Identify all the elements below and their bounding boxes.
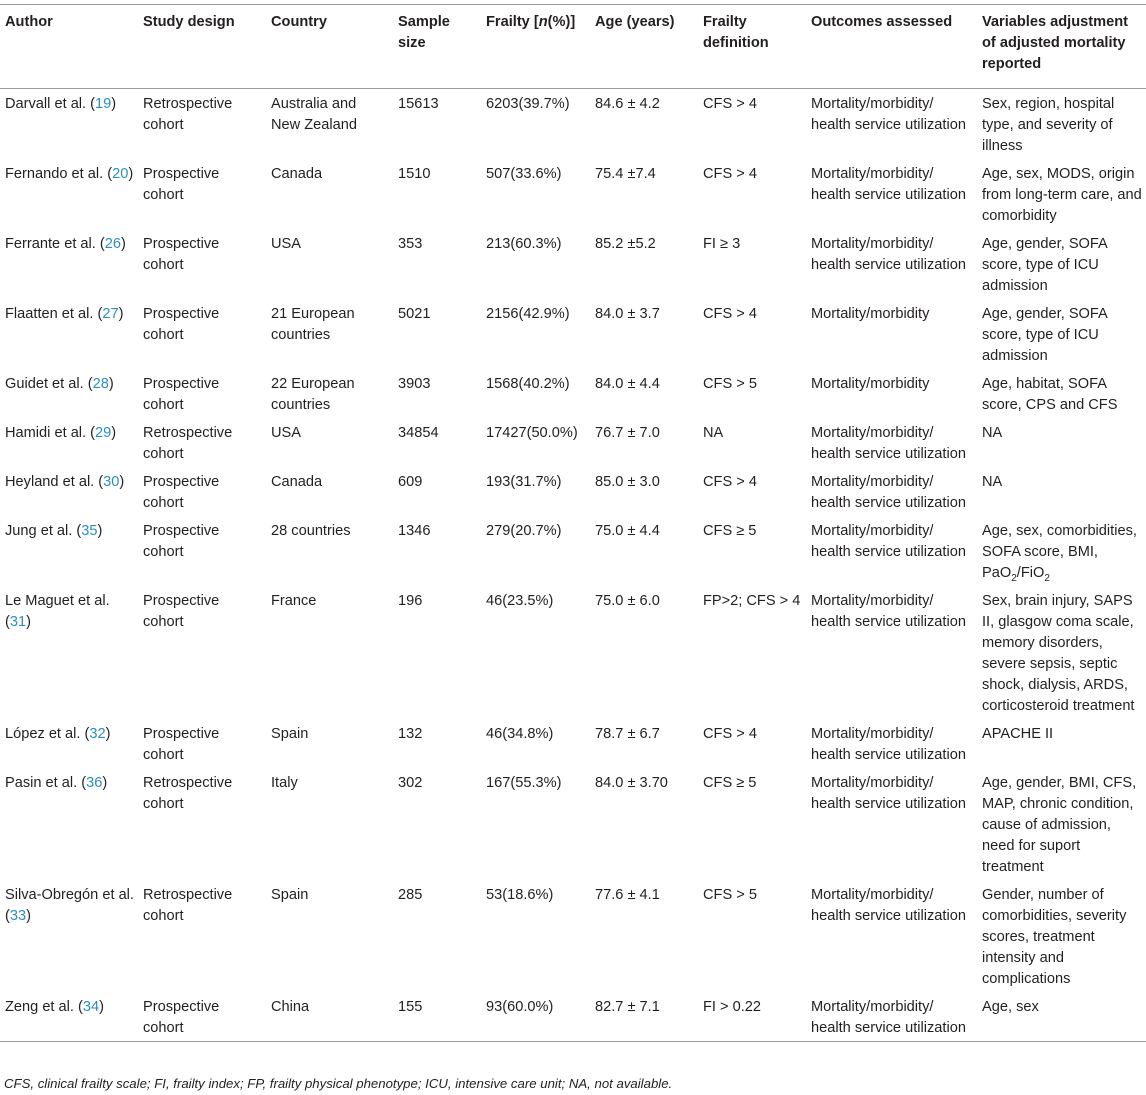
frailty-cell: 193(31.7%) <box>486 474 562 490</box>
frailty-cell: 507(33.6%) <box>486 166 562 182</box>
age-cell: 85.2 ±5.2 <box>595 236 656 252</box>
variables-cell: NA <box>982 474 1003 490</box>
frailty-definition-cell: NA <box>703 425 724 441</box>
study-design-cell: Prospective cohort <box>143 593 220 630</box>
table-row <box>0 719 1146 768</box>
reference-link[interactable]: 20 <box>112 166 129 182</box>
study-design-cell: Prospective cohort <box>143 726 220 763</box>
outcomes-cell: Mortality/morbidity/ health service utilization <box>811 726 966 763</box>
country-cell: USA <box>271 425 302 441</box>
variables-cell: Age, gender, SOFA score, type of ICU admission <box>982 236 1107 294</box>
reference-close-paren: ) <box>108 376 114 392</box>
outcomes-cell: Mortality/morbidity/ health service utilization <box>811 166 966 203</box>
reference-link[interactable]: 32 <box>89 726 106 742</box>
author-cell <box>0 516 138 586</box>
author-cell <box>0 880 138 992</box>
frailty-definition-cell: CFS > 4 <box>703 474 757 490</box>
table-row <box>0 369 1146 418</box>
reference-link[interactable]: 26 <box>104 236 121 252</box>
frailty-definition-cell: CFS > 4 <box>703 726 757 742</box>
study-design-cell: Retrospective cohort <box>143 96 233 133</box>
outcomes-cell: Mortality/morbidity/ health service utilization <box>811 593 966 630</box>
reference-link[interactable]: 30 <box>103 474 120 490</box>
frailty-definition-cell: CFS > 5 <box>703 887 757 903</box>
table-row <box>0 89 1146 160</box>
outcomes-cell: Mortality/morbidity <box>811 306 930 322</box>
study-design-cell: Retrospective cohort <box>143 775 233 812</box>
frailty-cell: 17427(50.0%) <box>486 425 578 441</box>
study-design-cell: Prospective cohort <box>143 376 220 413</box>
author-cell <box>0 719 138 768</box>
age-cell: 75.0 ± 4.4 <box>595 523 660 539</box>
outcomes-cell: Mortality/morbidity/ health service utilization <box>811 474 966 511</box>
header-frailty: Frailty [n(%)] <box>486 14 576 30</box>
table-row <box>0 768 1146 880</box>
variables-cell: Age, sex, MODS, origin from long-term care, and comorbidity <box>982 166 1142 224</box>
country-cell: China <box>271 999 310 1015</box>
reference-link[interactable]: 33 <box>9 908 27 924</box>
outcomes-cell: Mortality/morbidity/ health service utilization <box>811 236 966 273</box>
country-cell: 21 European countries <box>271 306 355 343</box>
frailty-cell: 46(34.8%) <box>486 726 554 742</box>
study-design-cell: Retrospective cohort <box>143 425 233 462</box>
author-name: Jung et al. ( <box>5 523 82 539</box>
age-cell: 84.0 ± 4.4 <box>595 376 660 392</box>
header-frailty-definition: Frailty definition <box>703 14 769 51</box>
header-age: Age (years) <box>595 14 675 30</box>
frailty-cell: 6203(39.7%) <box>486 96 570 112</box>
age-cell: 75.0 ± 6.0 <box>595 593 660 609</box>
author-cell <box>0 586 138 719</box>
table-body <box>0 89 1146 1042</box>
frailty-cell: 213(60.3%) <box>486 236 562 252</box>
frailty-definition-cell: FI ≥ 3 <box>703 236 741 252</box>
table-row <box>0 229 1146 299</box>
country-cell: Canada <box>271 166 323 182</box>
sample-size-cell: 5021 <box>398 306 431 322</box>
sample-size-cell: 1510 <box>398 166 431 182</box>
author-name: Le Maguet et al. ( <box>5 593 110 630</box>
reference-close-paren: ) <box>102 775 108 791</box>
study-design-cell: Prospective cohort <box>143 523 220 560</box>
author-cell <box>0 768 138 880</box>
country-cell: Spain <box>271 887 309 903</box>
reference-close-paren: ) <box>26 908 31 924</box>
frailty-definition-cell: CFS > 5 <box>703 376 757 392</box>
sample-size-cell: 1346 <box>398 523 431 539</box>
reference-link[interactable]: 31 <box>9 614 27 630</box>
sample-size-cell: 3903 <box>398 376 431 392</box>
table-row <box>0 159 1146 229</box>
author-name: Pasin et al. ( <box>5 775 87 791</box>
reference-link[interactable]: 36 <box>86 775 103 791</box>
study-design-cell: Prospective cohort <box>143 999 220 1036</box>
frailty-cell: 46(23.5%) <box>486 593 554 609</box>
author-cell <box>0 418 138 467</box>
sample-size-cell: 285 <box>398 887 423 903</box>
header-row <box>0 5 1146 89</box>
reference-link[interactable]: 34 <box>82 999 100 1015</box>
reference-link[interactable]: 28 <box>92 376 109 392</box>
author-name: Flaatten et al. ( <box>5 306 103 322</box>
frailty-definition-cell: FP>2; CFS > 4 <box>703 593 801 609</box>
outcomes-cell: Mortality/morbidity <box>811 376 930 392</box>
reference-close-paren: ) <box>119 474 125 490</box>
sample-size-cell: 155 <box>398 999 423 1015</box>
variables-cell: Age, sex, comorbidities, SOFA score, BMI, PaO$_2$/FiO$_2$ <box>982 523 1137 584</box>
variables-cell: Age, sex <box>982 999 1039 1015</box>
author-name: Darvall et al. ( <box>5 96 96 112</box>
author-cell <box>0 229 138 299</box>
header-outcomes: Outcomes assessed <box>811 14 953 30</box>
frailty-cell: 1568(40.2%) <box>486 376 570 392</box>
reference-close-paren: ) <box>111 96 117 112</box>
header-author: Author <box>5 14 53 30</box>
country-cell: Australia and New Zealand <box>271 96 357 133</box>
age-cell: 84.0 ± 3.70 <box>595 775 668 791</box>
author-name: Guidet et al. ( <box>5 376 93 392</box>
header-variables: Variables adjustment of adjusted mortality reported <box>982 14 1128 72</box>
age-cell: 78.7 ± 6.7 <box>595 726 660 742</box>
author-cell <box>0 159 138 229</box>
reference-close-paren: ) <box>99 999 104 1015</box>
frailty-definition-cell: FI > 0.22 <box>703 999 762 1015</box>
author-name: Heyland et al. ( <box>5 474 104 490</box>
outcomes-cell: Mortality/morbidity/ health service utilization <box>811 523 966 560</box>
reference-close-paren: ) <box>118 306 124 322</box>
table-row <box>0 880 1146 992</box>
reference-link[interactable]: 35 <box>81 523 98 539</box>
reference-close-paren: ) <box>105 726 111 742</box>
study-design-cell: Prospective cohort <box>143 166 220 203</box>
table-row <box>0 467 1146 516</box>
header-study-design: Study design <box>143 14 235 30</box>
age-cell: 84.0 ± 3.7 <box>595 306 660 322</box>
age-cell: 75.4 ±7.4 <box>595 166 656 182</box>
variables-cell: APACHE II <box>982 726 1054 742</box>
author-cell <box>0 992 138 1042</box>
country-cell: 28 countries <box>271 523 351 539</box>
study-design-cell: Prospective cohort <box>143 236 220 273</box>
sample-size-cell: 34854 <box>398 425 439 441</box>
age-cell: 85.0 ± 3.0 <box>595 474 660 490</box>
reference-close-paren: ) <box>97 523 103 539</box>
variables-cell: Age, gender, BMI, CFS, MAP, chronic condition, cause of admission, need for suport treatment <box>982 775 1137 875</box>
study-design-cell: Prospective cohort <box>143 306 220 343</box>
author-name: Hamidi et al. ( <box>5 425 96 441</box>
frailty-cell: 167(55.3%) <box>486 775 562 791</box>
author-cell <box>0 299 138 369</box>
country-cell: France <box>271 593 317 609</box>
age-cell: 84.6 ± 4.2 <box>595 96 660 112</box>
variables-cell: NA <box>982 425 1003 441</box>
country-cell: Canada <box>271 474 323 490</box>
age-cell: 82.7 ± 7.1 <box>595 999 660 1015</box>
frailty-cell: 2156(42.9%) <box>486 306 570 322</box>
study-design-cell: Retrospective cohort <box>143 887 233 924</box>
reference-link[interactable]: 19 <box>95 96 112 112</box>
study-characteristics-table <box>0 4 1146 1042</box>
outcomes-cell: Mortality/morbidity/ health service utilization <box>811 999 966 1036</box>
outcomes-cell: Mortality/morbidity/ health service utilization <box>811 887 966 924</box>
sample-size-cell: 196 <box>398 593 423 609</box>
outcomes-cell: Mortality/morbidity/ health service utilization <box>811 775 966 812</box>
author-name: López et al. ( <box>5 726 90 742</box>
variables-cell: Age, gender, SOFA score, type of ICU admission <box>982 306 1107 364</box>
author-cell <box>0 369 138 418</box>
reference-close-paren: ) <box>128 166 134 182</box>
reference-link[interactable]: 27 <box>102 306 119 322</box>
reference-close-paren: ) <box>111 425 117 441</box>
table-header <box>0 5 1146 89</box>
study-design-cell: Prospective cohort <box>143 474 220 511</box>
age-cell: 77.6 ± 4.1 <box>595 887 660 903</box>
reference-link[interactable]: 29 <box>95 425 112 441</box>
outcomes-cell: Mortality/morbidity/ health service utilization <box>811 96 966 133</box>
frailty-definition-cell: CFS ≥ 5 <box>703 523 757 539</box>
frailty-cell: 279(20.7%) <box>486 523 562 539</box>
frailty-cell: 93(60.0%) <box>486 999 554 1015</box>
frailty-definition-cell: CFS ≥ 5 <box>703 775 757 791</box>
table-row <box>0 516 1146 586</box>
country-cell: 22 European countries <box>271 376 355 413</box>
table-row <box>0 992 1146 1042</box>
country-cell: Italy <box>271 775 298 791</box>
country-cell: Spain <box>271 726 309 742</box>
author-cell <box>0 467 138 516</box>
table-row <box>0 418 1146 467</box>
sample-size-cell: 302 <box>398 775 423 791</box>
header-sample-size: Sample size <box>398 14 450 51</box>
variables-cell: Sex, region, hospital type, and severity of illness <box>982 96 1115 154</box>
frailty-definition-cell: CFS > 4 <box>703 306 757 322</box>
variables-cell: Age, habitat, SOFA score, CPS and CFS <box>982 376 1118 413</box>
table-footnote: CFS, clinical frailty scale; FI, frailty index; FP, frailty physical phenotype; ICU, intensive care unit; NA, not available. <box>4 1076 673 1091</box>
variables-cell: Gender, number of comorbidities, severity scores, treatment intensity and complications <box>982 887 1127 987</box>
age-cell: 76.7 ± 7.0 <box>595 425 660 441</box>
sample-size-cell: 15613 <box>398 96 439 112</box>
variables-cell: Sex, brain injury, SAPS II, glasgow coma scale, memory disorders, severe sepsis, septic shock, dialysis, ARDS, corticosteroid treatment <box>982 593 1135 714</box>
author-name: Fernando et al. ( <box>5 166 113 182</box>
reference-close-paren: ) <box>26 614 31 630</box>
sample-size-cell: 132 <box>398 726 423 742</box>
author-name: Zeng et al. ( <box>5 999 83 1015</box>
table-row <box>0 299 1146 369</box>
sample-size-cell: 609 <box>398 474 423 490</box>
frailty-definition-cell: CFS > 4 <box>703 96 757 112</box>
reference-close-paren: ) <box>121 236 126 252</box>
table-row <box>0 586 1146 719</box>
frailty-cell: 53(18.6%) <box>486 887 554 903</box>
outcomes-cell: Mortality/morbidity/ health service utilization <box>811 425 966 462</box>
header-country: Country <box>271 14 327 30</box>
frailty-definition-cell: CFS > 4 <box>703 166 757 182</box>
country-cell: USA <box>271 236 302 252</box>
author-name: Silva-Obregón et al. ( <box>5 887 134 924</box>
author-name: Ferrante et al. ( <box>5 236 105 252</box>
sample-size-cell: 353 <box>398 236 423 252</box>
author-cell <box>0 89 138 160</box>
